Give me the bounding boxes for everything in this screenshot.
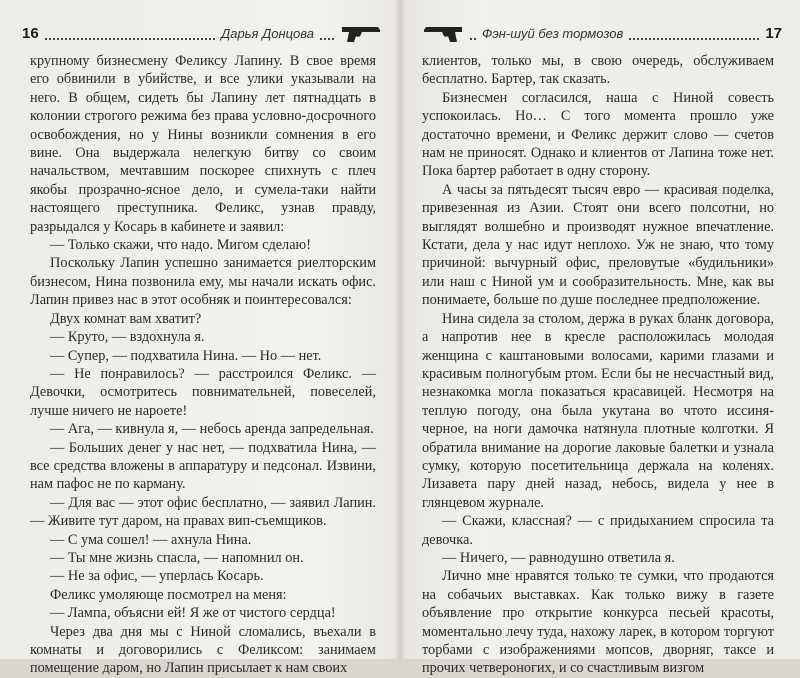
right-page-text (422, 52, 774, 678)
dotted-rule (470, 38, 476, 40)
dotted-rule (320, 38, 334, 40)
paragraph: — Для вас — этот офис бесплатно, — заявил Лапин. — Живите тут даром, на правах вип-съемщиков. (30, 494, 376, 530)
paragraph: клиентов, только мы, в свою очередь, обслуживаем бесплатно. Бартер, так сказать. (422, 53, 774, 88)
paragraph: — Ничего, — равнодушно ответила я. (442, 549, 675, 566)
left-page (0, 0, 400, 677)
dotted-rule (629, 38, 759, 40)
pistol-icon (340, 22, 382, 44)
page-number: 17 (765, 24, 782, 42)
running-title: Фэн-шуй без тормозов (482, 25, 624, 41)
paragraph: — Ты мне жизнь спасла, — напомнил он. (50, 549, 304, 566)
paragraph: — Ага, — кивнула я, — небось аренда запредельная. (50, 421, 374, 438)
paragraph: — Круто, — вздохнула я. (50, 329, 205, 346)
paragraph: — Скажи, классная? — с придыханием спросила та девочка. (422, 513, 774, 548)
paragraph: — Не за офис, — уперлась Косарь. (50, 568, 264, 585)
right-page (400, 0, 800, 677)
paragraph: — Супер, — подхватила Нина. — Но — нет. (50, 347, 322, 364)
page-number: 16 (22, 24, 39, 42)
paragraph: — Больших денег у нас нет, — подхватила Нина, — все средства вложены в аппаратуру и педсонал. Извини, нам пафос не по карману. (30, 439, 376, 493)
paragraph: Через два дня мы с Ниной сломались, въехали в комнаты и договорились с Феликсом: занимаем помещение даром, но Лапин присылает к нам своих (30, 623, 376, 677)
paragraph: — Только скажи, что надо. Мигом сделаю! (50, 237, 311, 254)
dotted-rule (45, 38, 215, 40)
paragraph: — Не понравилось? — расстроился Феликс. — Девочки, осмотритесь повнимательней, повеселей, лучше ничего не нароете! (30, 365, 376, 419)
left-page-text (30, 52, 376, 678)
right-page-header (422, 20, 782, 46)
pistol-icon (422, 22, 464, 44)
paragraph: — Лампа, объясни ей! Я же от чистого сердца! (50, 605, 336, 622)
paragraph: Поскольку Лапин успешно занимается риелторским бизнесом, Нина позвонила ему, мы начали искать офис. Лапин привез нас в этот особняк и поинтересовался: (30, 255, 376, 309)
paragraph: крупному бизнесмену Феликсу Лапину. В свое время его обвинили в убийстве, и все улики указывали на него. В общем, сидеть бы Лапину лет пятнадцать в колонии строгого режима без права условно-досрочного освобождения, но у Нины возникли сомнения в его вине. Она выдержала нелегкую битву со своим начальством, мечтавшим поскорее спихнуть с плеч якобы прозрачно-ясное дело, и сумела-таки найти настоящего преступника. Феликс, узнав правду, разрыдался у Косарь в кабинете и заявил: (30, 53, 376, 235)
running-title: Дарья Донцова (221, 25, 314, 41)
paragraph: Лично мне нравятся только те сумки, что продаются на собачьих выставках. Как только вижу в газете объявление про открытие конкурса песьей красоты, моментально лечу туда, нахожу ларек, в котором торгуют торбами с изображениями мопсов, дворняг, таксе и прочих четвероногих, и со счастливым визгом (422, 568, 774, 677)
paragraph: Феликс умоляюще посмотрел на меня: (50, 586, 287, 603)
paragraph: А часы за пятьдесят тысяч евро — красивая поделка, привезенная из Азии. Стоят они всего полсотни, но выглядят волшебно и производят нужное впечатление. Кстати, дела у нас идут неплохо. Уж не знаю, что тому причиной: вычурный офис, преловутые «будильники» или наш с Ниной ум и сообразительность. Мне, как вы понимаете, больше по душе последнее предположение. (422, 181, 774, 309)
left-page-header (22, 20, 382, 46)
paragraph: Бизнесмен согласился, наша с Ниной совесть успокоилась. Но… С того момента прошло уже достаточно времени, и Феликс держит слово — счетов нам не приносят. Однако и клиентов от Лапина тоже нет. Пока бартер работает в одну сторону. (422, 89, 774, 180)
paragraph: Нина сидела за столом, держа в руках бланк договора, а напротив нее в кресле расположилась молодая женщина с каштановыми волосами, карими глазами и красивым полногубым ртом. Если бы не несчастный вид, незнакомка могла показаться красавицей. Несмотря на теплую погоду, она была укутана во чтото иссиня-черное, на ноги дамочка натянула плотные колготки. Я обратила внимание на дорогие лаковые балетки и узнала сумку, которую посетительница держала на коленях. Лизавета пару дней назад, небось, видела у нее в глянцевом журнале. (422, 310, 774, 511)
paragraph: Двух комнат вам хватит? (50, 310, 202, 327)
paragraph: — С ума сошел! — ахнула Нина. (50, 531, 252, 548)
